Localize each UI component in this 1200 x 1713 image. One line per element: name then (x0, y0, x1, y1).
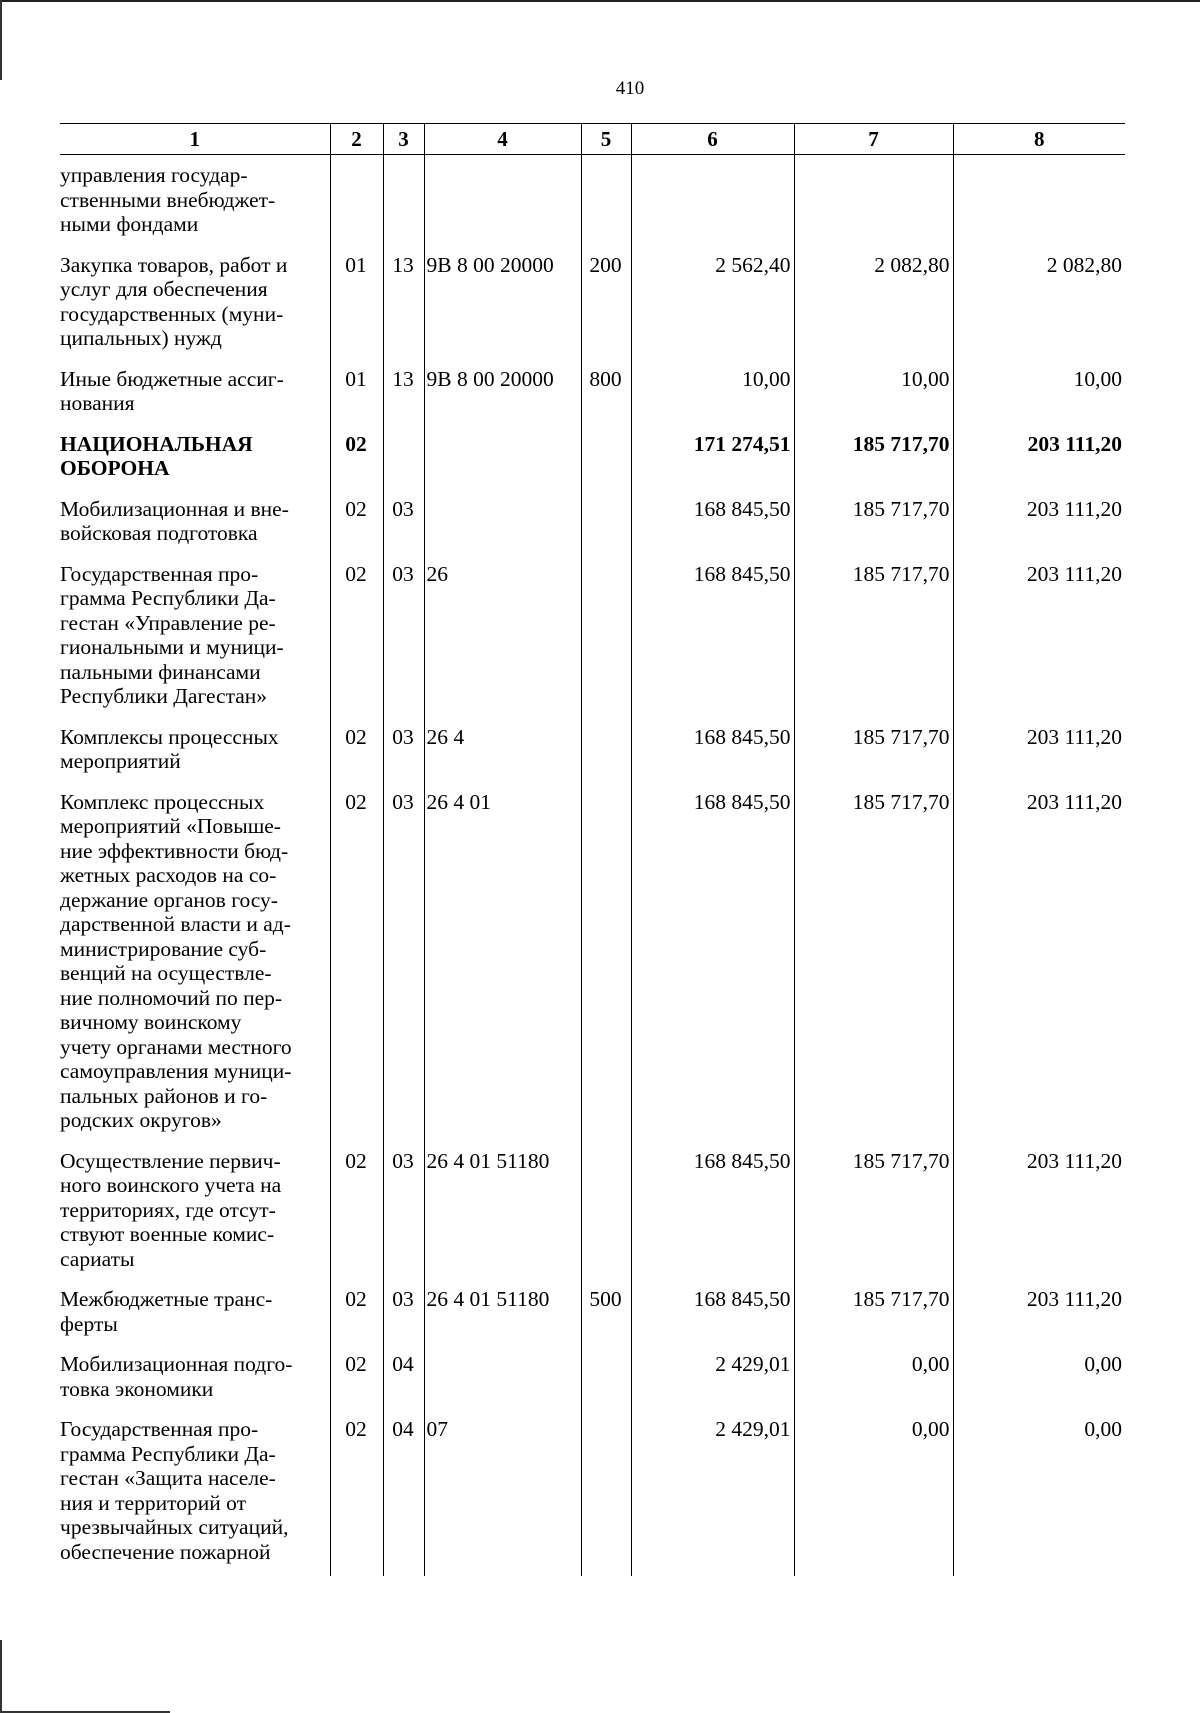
scan-edge-left (0, 0, 2, 80)
row-target-article: 07 (424, 1409, 581, 1576)
row-expense-type (581, 1141, 631, 1280)
row-value-col7: 185 717,70 (794, 489, 953, 554)
row-name-line: мероприятий «Повыше- (60, 814, 281, 838)
row-expense-type (581, 1344, 631, 1409)
header-cell-4: 4 (424, 124, 581, 155)
row-subsection-code: 04 (383, 1344, 424, 1409)
row-value-col6: 168 845,50 (631, 554, 794, 717)
budget-table (60, 123, 1125, 1576)
row-name-line: ферты (60, 1311, 118, 1336)
row-name (60, 489, 330, 554)
header-row (60, 124, 1125, 155)
row-subsection-code: 13 (383, 359, 424, 424)
row-name-line: мероприятий (60, 749, 181, 773)
row-section-code: 02 (330, 424, 383, 489)
row-value-col7: 185 717,70 (794, 554, 953, 717)
row-name-line: держание органов госу- (60, 887, 278, 912)
row-name-line: дарственной власти и ад- (60, 912, 291, 936)
row-target-article (424, 1344, 581, 1409)
row-name-line: территориях, где отсут- (60, 1197, 276, 1222)
row-name-line: ствуют военные комис- (60, 1222, 275, 1246)
row-name-line: родских округов» (60, 1108, 222, 1132)
row-name-line: ние эффективности бюд- (60, 838, 289, 863)
row-value-col6: 2 562,40 (631, 245, 794, 359)
row-name-line: вичному воинскому (60, 1010, 242, 1034)
row-value-col8: 203 111,20 (953, 717, 1125, 782)
table-row (60, 1409, 1125, 1576)
row-name-line: ОБОРОНА (60, 456, 170, 480)
table-row (60, 245, 1125, 359)
row-subsection-code: 13 (383, 245, 424, 359)
header-cell-1: 1 (60, 124, 330, 155)
row-value-col8: 203 111,20 (953, 1279, 1125, 1344)
row-target-article: 9В 8 00 20000 (424, 359, 581, 424)
row-value-col7: 185 717,70 (794, 1279, 953, 1344)
row-name-line: Государственная про- (60, 1417, 259, 1441)
header-cell-5: 5 (581, 124, 631, 155)
row-subsection-code (383, 424, 424, 489)
row-section-code: 02 (330, 1141, 383, 1280)
row-name-line: учету органами местного (60, 1034, 292, 1059)
row-value-col8: 0,00 (953, 1409, 1125, 1576)
row-value-col8: 203 111,20 (953, 1141, 1125, 1280)
table-row (60, 554, 1125, 717)
row-target-article: 26 4 01 51180 (424, 1279, 581, 1344)
row-subsection-code: 03 (383, 1279, 424, 1344)
row-value-col6: 171 274,51 (631, 424, 794, 489)
row-name-line: товка экономики (60, 1376, 214, 1401)
row-name-line: ципальных) нужд (60, 326, 222, 350)
table-body (60, 155, 1125, 1577)
row-value-col7 (794, 155, 953, 245)
table-row (60, 782, 1125, 1141)
row-name-line: Республики Дагестан» (60, 684, 268, 708)
row-name-line: войсковая подготовка (60, 521, 258, 545)
row-name (60, 1409, 330, 1576)
row-value-col6: 168 845,50 (631, 1141, 794, 1280)
row-value-col6: 168 845,50 (631, 782, 794, 1141)
row-name-line: пальных районов и го- (60, 1083, 268, 1108)
row-expense-type (581, 155, 631, 245)
row-name-line: Государственная про- (60, 561, 259, 586)
row-expense-type: 200 (581, 245, 631, 359)
row-expense-type: 500 (581, 1279, 631, 1344)
row-name-line: услуг для обеспечения (60, 277, 268, 301)
row-subsection-code: 03 (383, 554, 424, 717)
row-subsection-code: 03 (383, 1141, 424, 1280)
row-name (60, 155, 330, 245)
row-value-col7: 10,00 (794, 359, 953, 424)
row-section-code: 02 (330, 782, 383, 1141)
row-name-line: ными фондами (60, 212, 199, 236)
row-name (60, 554, 330, 717)
row-value-col6: 168 845,50 (631, 489, 794, 554)
row-value-col7: 0,00 (794, 1409, 953, 1576)
row-name-line: ственными внебюджет- (60, 187, 276, 212)
row-name-line: обеспечение пожарной (60, 1539, 271, 1564)
table-row (60, 1279, 1125, 1344)
row-subsection-code (383, 155, 424, 245)
row-section-code: 02 (330, 1344, 383, 1409)
row-name (60, 424, 330, 489)
row-value-col6: 10,00 (631, 359, 794, 424)
row-name (60, 1279, 330, 1344)
row-value-col8: 10,00 (953, 359, 1125, 424)
header-cell-6: 6 (631, 124, 794, 155)
scan-edge-top (0, 0, 1200, 2)
row-name-line: ние полномочий по пер- (60, 985, 283, 1010)
row-name-line: чрезвычайных ситуаций, (60, 1515, 289, 1539)
row-name-line: сариаты (60, 1246, 135, 1271)
row-target-article: 9В 8 00 20000 (424, 245, 581, 359)
table-row (60, 1344, 1125, 1409)
row-expense-type (581, 717, 631, 782)
row-value-col8 (953, 155, 1125, 245)
row-name-line: НАЦИОНАЛЬНАЯ (60, 431, 253, 456)
row-expense-type (581, 554, 631, 717)
row-name-line: самоуправления муници- (60, 1059, 292, 1083)
row-name-line: министрирование суб- (60, 936, 267, 961)
row-name (60, 1141, 330, 1280)
row-name-line: Иные бюджетные ассиг- (60, 366, 284, 391)
row-value-col6 (631, 155, 794, 245)
row-name (60, 245, 330, 359)
row-name-line: Комплекс процессных (60, 789, 265, 814)
row-value-col8: 203 111,20 (953, 489, 1125, 554)
table-row (60, 489, 1125, 554)
scan-edge-left-lower (0, 1640, 2, 1713)
row-target-article: 26 4 01 51180 (424, 1141, 581, 1280)
row-name-line: Мобилизационная подго- (60, 1352, 293, 1376)
row-name-line: Межбюджетные транс- (60, 1287, 273, 1311)
row-target-article (424, 489, 581, 554)
row-name (60, 717, 330, 782)
row-value-col6: 168 845,50 (631, 1279, 794, 1344)
row-value-col7: 185 717,70 (794, 717, 953, 782)
row-value-col7: 185 717,70 (794, 1141, 953, 1280)
row-section-code (330, 155, 383, 245)
row-name-line: венций на осуществле- (60, 961, 272, 985)
row-section-code: 02 (330, 554, 383, 717)
row-section-code: 02 (330, 1279, 383, 1344)
row-value-col7: 185 717,70 (794, 782, 953, 1141)
row-target-article: 26 4 (424, 717, 581, 782)
table-row (60, 155, 1125, 245)
table-row (60, 424, 1125, 489)
row-value-col6: 2 429,01 (631, 1409, 794, 1576)
table-row (60, 359, 1125, 424)
row-value-col7: 2 082,80 (794, 245, 953, 359)
row-name-line: гиональными и муници- (60, 635, 284, 659)
row-name-line: Осуществление первич- (60, 1148, 281, 1173)
header-cell-3: 3 (383, 124, 424, 155)
row-target-article (424, 424, 581, 489)
row-name-line: ния и территорий от (60, 1490, 246, 1515)
row-name-line: жетных расходов на со- (60, 863, 277, 887)
row-section-code: 01 (330, 359, 383, 424)
row-expense-type (581, 782, 631, 1141)
row-subsection-code: 04 (383, 1409, 424, 1576)
row-section-code: 02 (330, 717, 383, 782)
row-expense-type (581, 1409, 631, 1576)
row-value-col8: 203 111,20 (953, 782, 1125, 1141)
row-name-line: управления государ- (60, 163, 248, 187)
page-number: 410 (615, 78, 645, 99)
row-value-col7: 185 717,70 (794, 424, 953, 489)
table-row (60, 717, 1125, 782)
row-value-col8: 203 111,20 (953, 424, 1125, 489)
row-name-line: Закупка товаров, работ и (60, 252, 288, 277)
row-name-line: ного воинского учета на (60, 1173, 282, 1197)
header-cell-2: 2 (330, 124, 383, 155)
row-name (60, 359, 330, 424)
row-value-col6: 168 845,50 (631, 717, 794, 782)
row-name-line: нования (60, 391, 135, 415)
row-target-article (424, 155, 581, 245)
row-value-col8: 2 082,80 (953, 245, 1125, 359)
row-name-line: гестан «Управление ре- (60, 610, 276, 635)
row-value-col8: 203 111,20 (953, 554, 1125, 717)
row-expense-type (581, 489, 631, 554)
row-target-article: 26 (424, 554, 581, 717)
header-cell-7: 7 (794, 124, 953, 155)
row-section-code: 01 (330, 245, 383, 359)
row-subsection-code: 03 (383, 782, 424, 1141)
row-name-line: Мобилизационная и вне- (60, 496, 289, 521)
row-section-code: 02 (330, 1409, 383, 1576)
row-expense-type: 800 (581, 359, 631, 424)
row-subsection-code: 03 (383, 717, 424, 782)
row-name-line: грамма Республики Да- (60, 1441, 276, 1466)
row-name (60, 1344, 330, 1409)
row-name-line: гестан «Защита населе- (60, 1466, 276, 1490)
row-name-line: Комплексы процессных (60, 724, 279, 749)
row-name (60, 782, 330, 1141)
row-name-line: пальными финансами (60, 659, 261, 684)
row-subsection-code: 03 (383, 489, 424, 554)
row-value-col8: 0,00 (953, 1344, 1125, 1409)
row-name-line: государственных (муни- (60, 301, 284, 326)
table-row (60, 1141, 1125, 1280)
row-section-code: 02 (330, 489, 383, 554)
row-name-line: грамма Республики Да- (60, 586, 276, 610)
row-value-col7: 0,00 (794, 1344, 953, 1409)
header-cell-8: 8 (953, 124, 1125, 155)
row-value-col6: 2 429,01 (631, 1344, 794, 1409)
row-target-article: 26 4 01 (424, 782, 581, 1141)
row-expense-type (581, 424, 631, 489)
